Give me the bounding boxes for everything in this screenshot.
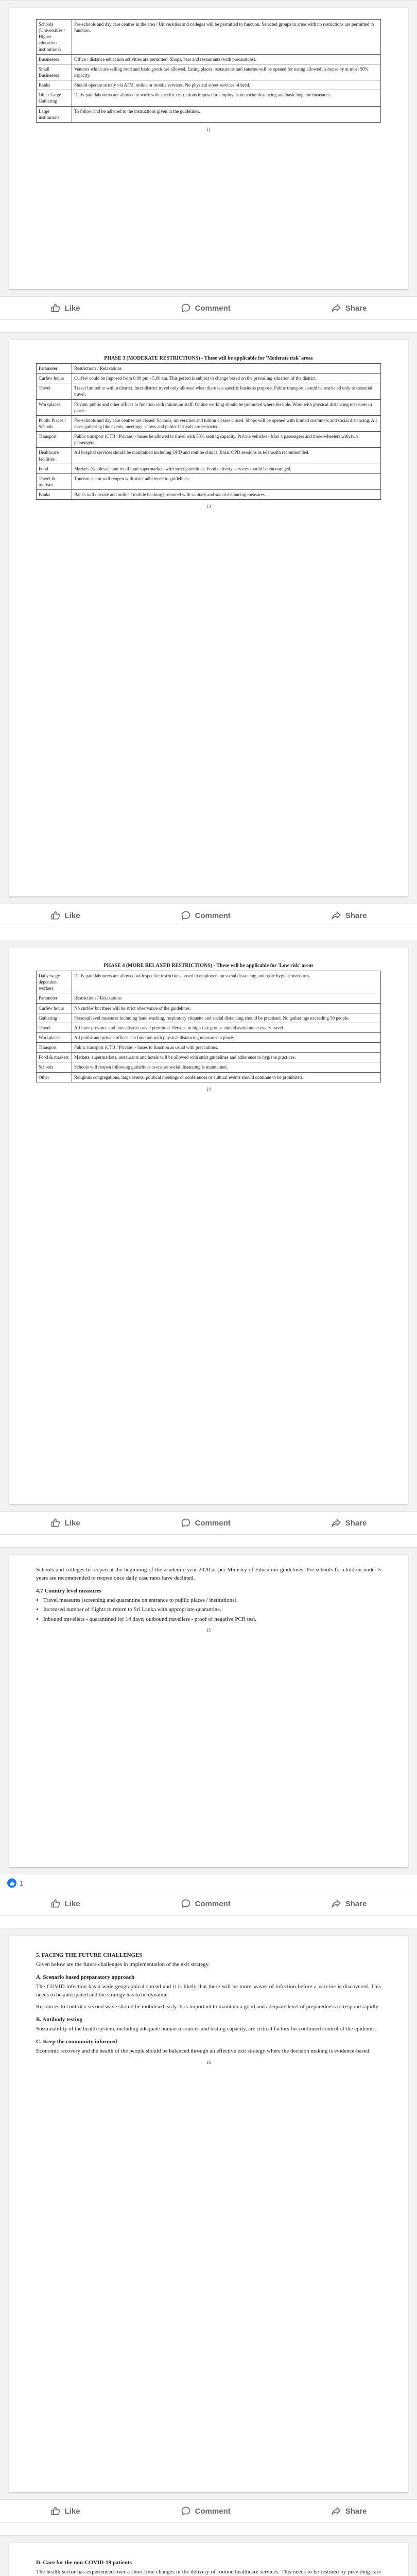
table-row [37,1072,381,1082]
section-heading: 5. FACING THE FUTURE CHALLENGES [36,1952,143,1958]
row-measures: Personal level measures including hand washing, respiratory etiquette and social distancing should be practised. No gatherings exceeding 50 people. [72,1013,381,1023]
row-parameter: Food [37,464,72,473]
share-icon [331,1899,341,1909]
phase-heading: PHASE 3 (MODERATE RESTRICTIONS) - These will be applicable for 'Moderate risk' areas [104,355,313,361]
row-measures: Office / distance education activities are permitted. Shops, bars and restaurants (with precautions). [72,54,381,64]
table-row [37,383,381,399]
post-image[interactable] [0,1547,417,1874]
table-row [37,1003,381,1013]
comment-label: Comment [195,911,231,920]
row-parameter: Gathering [37,1013,72,1023]
table-row [37,971,381,993]
comment-button[interactable] [181,303,231,313]
row-parameter: Workplaces [37,1032,72,1042]
table-row [37,20,381,55]
share-button[interactable] [331,1899,367,1909]
row-measures: Daily paid labourers are allowed to work with specific restrictions imposed to employers on social distancing and basic hygiene measures. [72,90,381,106]
table-row [37,1062,381,1072]
paragraph: Resources to control a second wave should be mobilised early. It is important to maintain a good and adequate level of preparedness to respond rapidly. [36,2003,379,2010]
row-measures: To follow and be adhered to the instructions given in the guidelines. [72,106,381,122]
post-actions [0,296,417,320]
share-icon [331,1518,341,1528]
row-measures: Should operate strictly via ATM, online or mobile services. No physical street services offered. [72,80,381,90]
post-actions [0,1511,417,1535]
table-row [37,1043,381,1053]
table-row [37,415,381,431]
row-measures: Markets, supermarkets, restaurants and hotels will be allowed with strict guidelines and adherence to hygiene practices. [72,1053,381,1062]
comment-icon [181,910,191,921]
row-parameter: Businesses [37,54,72,64]
comment-label: Comment [195,1899,231,1908]
post-5 [0,1928,417,2535]
share-label: Share [345,1899,367,1908]
row-measures: All hospital services should be maintained including OPD and routine clinics. Basic OPD sessions as telehealth recommended. [72,448,381,464]
document-page [9,947,408,1504]
like-icon [50,2506,61,2516]
post-actions [0,2499,417,2523]
row-parameter: Curfew hours [37,1003,72,1013]
table-row [37,90,381,106]
row-measures: Pre-schools and day care centres are closed. Schools, universities and tuition classes closed. Shops will be opened with limited customers and social distancing. All mass gathering like events, meetings, shows and public festivals are restricted. [72,415,381,431]
row-parameter: Schools (Universities / Higher education institutions) [37,20,72,55]
table-row [37,54,381,64]
row-parameter: Transport [37,432,72,448]
table-row [37,399,381,415]
row-measures: All inter-province and inter-district travel permitted. Persons in high risk groups should avoid unnecessary travel. [72,1023,381,1032]
row-measures: Restrictions / Relaxations [72,993,381,1003]
like-button[interactable] [50,1899,80,1909]
row-measures: No curfew but there will be strict observance of the guidelines. [72,1003,381,1013]
row-parameter: Banks [37,490,72,500]
restrictions-table [36,971,381,1082]
table-row [37,1023,381,1032]
share-button[interactable] [331,1518,367,1528]
bullet-item: • Increased number of flights to return to Sri Lanka with appropriate quarantine. [43,1606,381,1614]
paragraph: Sustainability of the health system, including adequate human resources and testing capacity, are critical factors for continued control of the epidemic. [36,2025,377,2032]
like-label: Like [64,1518,80,1528]
table-row [37,364,381,374]
like-icon [50,1518,61,1528]
table-row [37,993,381,1003]
paragraph: The health sector has experienced over a short time changes in the delivery of routine healthcare services. This needs to be restored by providing care [36,2569,381,2575]
document-page [9,1936,408,2492]
row-parameter: Public Places / Schools [37,415,72,431]
table-row [37,106,381,122]
comment-label: Comment [195,2506,231,2516]
share-icon [331,303,341,313]
comment-label: Comment [195,303,231,313]
table-row [37,464,381,473]
share-icon [331,910,341,921]
like-label: Like [64,2506,80,2516]
comment-icon [181,1899,191,1909]
row-parameter: Schools [37,1062,72,1072]
like-button[interactable] [50,1518,80,1528]
post-image[interactable] [0,940,417,1511]
row-measures: Daily paid labourers are allowed with specific restrictions posed to employers on social distancing and basic hygiene measures. [72,971,381,993]
row-parameter: Workplaces [37,399,72,415]
table-row [37,374,381,383]
document-page [9,8,408,289]
table-row [37,80,381,90]
row-measures: All public and private offices can function with physical distancing measures in place. [72,1032,381,1042]
comment-icon [181,2506,191,2516]
like-button[interactable] [50,303,80,313]
row-parameter: Parameter [37,364,72,374]
row-parameter: Parameter [37,993,72,1003]
row-measures: Pre-schools and day care centres in the area / Universities and colleges will be permitted to function. Selected groups in areas with no restrictions are permitted to function. [72,20,381,55]
page-number: 15 [206,1628,211,1633]
post-actions [0,904,417,927]
subheading: C. Keep the community informed [36,2038,117,2045]
table-row [37,448,381,464]
row-parameter: Travel [37,383,72,399]
row-measures: Curfew could be imposed from 8.00 pm - 5.00 am. This period is subject to change based on the prevailing situation of the district. [72,374,381,383]
row-parameter: Travel [37,1023,72,1032]
share-label: Share [345,303,367,313]
share-label: Share [345,911,367,920]
row-measures: Travel limited to within district. Inter-district travel only allowed when there is a specific business purpose. Public transport should be restricted only to essential travel. [72,383,381,399]
comment-button[interactable] [181,910,231,921]
row-measures: Tourism sector will reopen with strict adherence to guidelines. [72,473,381,489]
like-button[interactable] [50,2506,80,2516]
paragraph: Schools and colleges to reopen at the beginning of the academic year 2020 as per Ministry of Education guidelines. Pre-schools for children under 5 years are recommended to reopen once daily case rates have declined. [36,1567,381,1581]
table-row [37,432,381,448]
row-parameter: Food & markets [37,1053,72,1062]
like-label: Like [64,1899,80,1908]
document-page [9,340,408,896]
reaction-count: 1 [20,1879,24,1887]
post-image[interactable] [0,2535,417,2576]
reaction-summary[interactable] [0,1874,417,1892]
table-row [37,473,381,489]
table-row [37,1053,381,1062]
row-parameter: Daily wage dependent workers [37,971,72,993]
post-6 [0,2535,417,2576]
comment-button[interactable] [181,1899,231,1909]
like-label: Like [64,303,80,313]
bullet-item: • Inbound travellers - quarantined for 14 days; outbound travellers - proof of negative PCR test. [43,1616,381,1623]
table-row [37,490,381,500]
row-measures: Vendors which are selling food and basic goods are allowed. Eating places, restaurants and eateries will be opened for eating allowed in-house by at most 50% capacity. [72,64,381,80]
page-number: 14 [206,1086,211,1092]
post-4 [0,1547,417,1928]
page-number: 13 [206,504,211,510]
share-button[interactable] [331,910,367,921]
row-measures: Schools will reopen following guidelines to ensure social distancing is maintained. [72,1062,381,1072]
post-2 [0,332,417,940]
paragraph: Given below are the future challenges in implementation of the exit strategy. [36,1961,210,1968]
row-parameter: Other Large Gathering [37,90,72,106]
share-icon [331,2506,341,2516]
comment-button[interactable] [181,1518,231,1528]
like-label: Like [64,911,80,920]
phase-heading: PHASE 4 (MORE RELAXED RESTRICTIONS) - These will be applicable for 'Low risk' areas [103,963,314,969]
paragraph: The COVID infection has a wide geographical spread and it is likely that there will be more waves of infection before a vaccine is discovered. This needs to be anticipated and the strategy has to be dynamic. [36,1983,381,1998]
comment-icon [181,303,191,313]
post-1 [0,0,417,332]
row-parameter: Healthcare facilities [37,448,72,464]
like-reaction-icon [7,1878,16,1888]
restrictions-table [36,363,381,500]
table-row [37,1032,381,1042]
row-parameter: Travel & tourism [37,473,72,489]
post-actions [0,1892,417,1916]
post-3 [0,940,417,1547]
document-page [9,1555,408,1867]
comment-icon [181,1518,191,1528]
subheading: A. Scenario based preparatory approach [36,1974,135,1980]
section-heading: 4.7 Country level measures [36,1587,101,1594]
bullet-list [43,1597,381,1623]
row-parameter: Banks [37,80,72,90]
row-measures: Public transport (CTB / Private) - buses to function as usual with precautions. [72,1043,381,1053]
row-parameter: Other [37,1072,72,1082]
paragraph: Economic recovery and the health of the people should be balanced through an effective exit strategy where the decision making is evidence-based. [36,2047,371,2054]
row-parameter: Large institutions [37,106,72,122]
post-image[interactable] [0,332,417,904]
like-icon [50,303,61,313]
row-measures: Banks will operate and online / mobile banking promoted with sanitary and social distancing measures. [72,490,381,500]
row-parameter: Small Businesses [37,64,72,80]
row-measures: Religious congregations, large events, political meetings or conferences or cultural events should continue to be prohibited. [72,1072,381,1082]
row-measures: Restrictions / Relaxations [72,364,381,374]
subheading: B. Antibody testing [36,2016,83,2023]
comment-label: Comment [195,1518,231,1528]
subheading: D. Care for the non-COVID-19 patients [36,2560,132,2566]
table-row [37,1013,381,1023]
page-number: 16 [206,2059,211,2065]
table-row [37,64,381,80]
document-page [9,2543,408,2576]
page-number: 11 [206,126,211,132]
like-icon [50,910,61,921]
share-label: Share [345,1518,367,1528]
row-measures: Public transport (CTB / Private) - buses be allowed to travel with 50% seating capacity. Private vehicles - Max 4 passengers and three-wheelers with two passengers. [72,432,381,448]
like-button[interactable] [50,910,80,921]
post-image[interactable] [0,0,417,296]
post-image[interactable] [0,1928,417,2499]
row-measures: Private, public and other offices to function with minimum staff. Online working should be promoted where feasible. Work with physical distancing measures in place. [72,399,381,415]
bullet-item: • Travel measures (screening and quarantine on entrance to public places / institutions). [43,1597,381,1604]
like-icon [50,1899,61,1909]
share-button[interactable] [331,2506,367,2516]
comment-button[interactable] [181,2506,231,2516]
share-label: Share [345,2506,367,2516]
row-parameter: Curfew hours [37,374,72,383]
row-measures: Markets (wholesale and retail) and supermarkets with strict guidelines. Food delivery services should be encouraged. [72,464,381,473]
share-button[interactable] [331,303,367,313]
restrictions-table [36,19,381,123]
row-parameter: Transport [37,1043,72,1053]
